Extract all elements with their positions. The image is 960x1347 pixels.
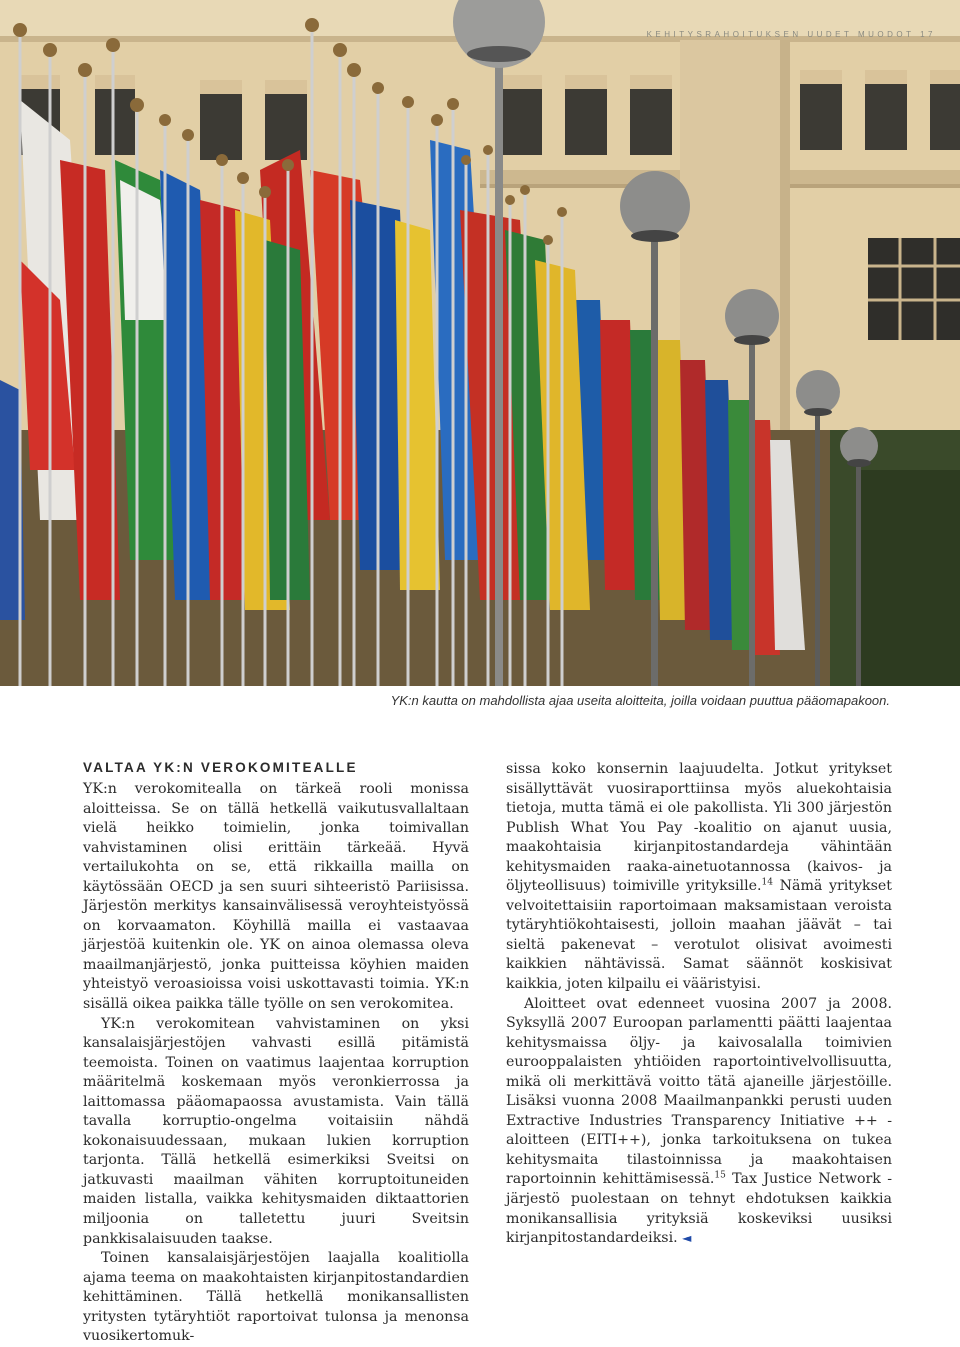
- text-column-right: [506, 760, 892, 1249]
- paragraph: Toinen kansalaisjärjestöjen laajalla koalitiolla ajama teema on maakohtaisten kirjanpitostandardien kehittäminen. Tällä hetkellä monikansallisten yritysten tytäryhtiöt raportoivat tulonsa ja menonsa vuosikertomuk-: [83, 1250, 469, 1345]
- paragraph: YK:n verokomitealla on tärkeä rooli monissa aloitteissa. Se on tällä hetkellä vaikutusvallaltaan vielä heikko toimielin, jonka toimivallan vahvistaminen olisi erittäin tärkeää. Hyvä vertailukohta on se, että rikkailla mailla on käytössään OECD ja sen suuri sihteeristö Pariisissa. Järjestön merkitys kansainvälisessä veroyhteistyössä on korvaamaton. Köyhillä mailla ei vastaavaa järjestöä kuitenkin ole. YK on ainoa olemassa oleva maailmanjärjestö, jonka puitteissa köyhien maiden yhteistyö veroasioissa voisi uskottavasti toimia. YK:n sisällä oikea paikka tälle työlle on sen verokomitea.: [83, 781, 469, 1013]
- running-head: KEHITYSRAHOITUKSEN UUDET MUODOT 17: [646, 30, 936, 39]
- text-column-left: [83, 780, 469, 1347]
- photo-caption: YK:n kautta on mahdollista ajaa useita aloitteita, joilla voidaan puuttua pääomapakoon.: [390, 693, 890, 708]
- end-mark-icon: ◄: [682, 1231, 692, 1246]
- paragraph: Aloitteet ovat edenneet vuosina 2007 ja 2008. Syksyllä 2007 Euroopan parlamentti päätti laajentaa kehitysmaissa öljy- ja kaivosalalla toimivien eurooppalaisten yhtiöiden raportointivelvollisuutta, mikä oli merkittävä voitto tätä ajaneille järjestöille. Lisäksi vuonna 2008 Maailmanpankki perusti uuden Extractive Industries Transparency Initiative ++ -aloitteen (EITI++), jonka tarkoituksena on tukea kehitysmaita tilastoinnissa ja maakohtaisen raportoinnin kehittämisessä.$^{15}$ Tax Justice Network -järjestö puolestaan on tehnyt ehdotuksen kaikkia monikansallisia yrityksiä koskeviksi uusiksi kirjanpitostandardeiksi. ◄: [506, 995, 892, 1247]
- footnote-ref: 14: [761, 877, 773, 888]
- paragraph: YK:n verokomitean vahvistaminen on yksi kansalaisjärjestöjen vahvasti esillä pitämistä teemoista. Toinen on vaatimus laajentaa korruption määritelmä koskemaan myös veronkierrossa ja laittomassa pääomapaossa avustamista. Vain tällä tavalla korruptio-ongelma voitaisiin nähdä kokonaisuudessaan, mukaan lukien korruption tarjonta. Tällä hetkellä esimerkiksi Sveitsi on jatkuvasti maailman vähiten korruptoituneiden maiden listalla, vaikka kehitysmaiden diktaattorien miljoonia on talletettu juuri Sveitsin pankkisalaisuuden taakse.: [83, 1015, 469, 1247]
- paragraph: sissa koko konsernin laajuudelta. Jotkut yritykset sisällyttävät vuosiraporttiinsa myös aluekohtaisia tietoja, mutta tämä ei ole pakollista. Yli 300 järjestön Publish What You Pay -koalitio on ajanut uusia, maakohtaisia kirjanpitostandardeja vähintään kehitysmaiden raaka-ainetuotannossa (kaivos- ja öljyteollisuus) toimiville yrityksille.$^{14}$ Nämä yritykset velvoitettaisiin raportoimaan maksamistaan veroista tytäryhtiökohtaisesti, jolloin maahan jäävät – tai sieltä pakenevat – verotulot olisivat avoimesti kaikkien nähtävissä. Samat säännöt koskisivat kaikkia, joten kilpailu ei vääristyisi.: [506, 761, 892, 993]
- page-number: 17: [920, 30, 936, 39]
- section-heading: VALTAA YK:N VEROKOMITEALLE: [83, 760, 358, 775]
- footnote-ref: 15: [714, 1170, 726, 1181]
